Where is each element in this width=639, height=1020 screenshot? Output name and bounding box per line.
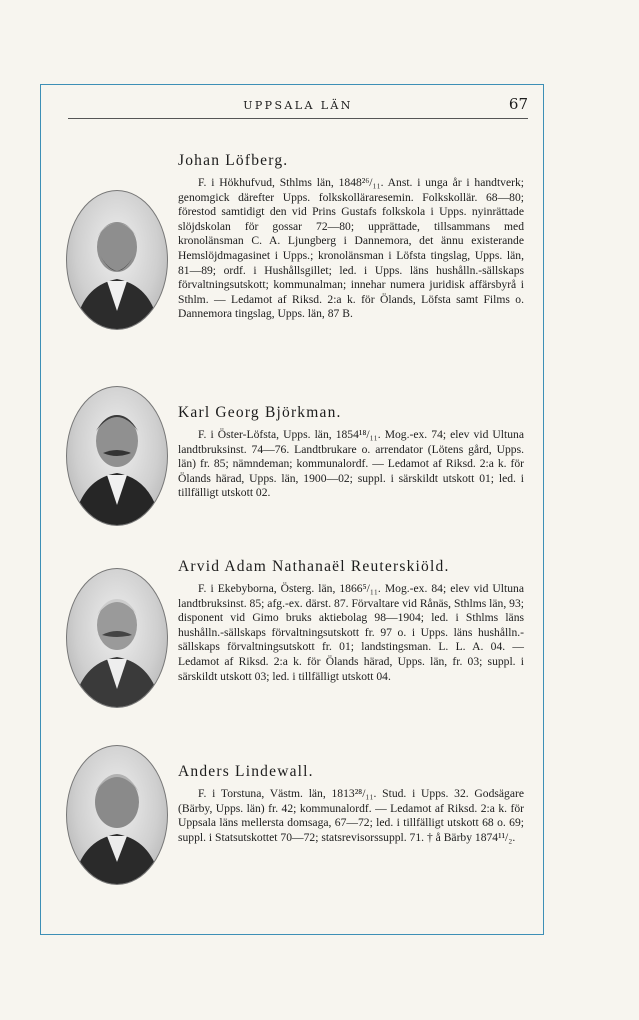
portrait-photo [66,386,168,526]
portrait-figure-icon [67,746,167,884]
entry-biography: F. i Öster-Löfsta, Upps. län, 1854¹⁸/₁₁. Mog.-ex. 74; elev vid Ultuna landtbruksinst. 74—76. Landtbrukare o. arrendator (Lötens gård, Upps. län) fr. 85; nämndeman; kommunalordf. — Ledamot af Riksd. 2:a k. för Ölands härad, Upps. län, 1900—02; suppl. i särskildt utskott 01; led. i tillfälligt utskott 02. [178,428,524,500]
entry-name: Arvid Adam Nathanaël Reuterskiöld. [178,558,450,575]
page-number: 67 [508,95,528,113]
entry-name: Anders Lindewall. [178,763,314,780]
portrait-photo [66,568,168,708]
running-head-title: UPPSALA LÄN [243,99,353,112]
portrait-photo [66,190,168,330]
entry-biography: F. i Hökhufvud, Sthlms län, 1848²⁶/₁₁. Anst. i unga år i handtverk; genomgick därefter Upps. folkskolläraresemin. Folkskollär. 68—80; förestod samtidigt den vid Prins Gustafs folkskola i Upps. nyinrättade slöjdskolan för gossar 72—80; upprättade, tillsammans med kronolänsman C. A. Ljungberg i Dannemora, det ännu existerande Hemslöjdmagasinet i Upps.; kronolänsman i Löfsta tingslag, Upps. län, 81—89; ordf. i Hushållsgillet; led. i Upps. läns hushålln.-sällskaps förvaltningsutskott; kommunalman; innehar numera juridisk affärsbyrå i Sthlm. — Ledamot af Riksd. 2:a k. för Ölands, Löfsta samt Films o. Dannemora tingslag, Upps. län, 87 B. [178,176,524,321]
portrait-figure-icon [67,569,167,707]
portrait-photo [66,745,168,885]
entry-biography: F. i Ekebyborna, Österg. län, 1866⁵/₁₁. Mog.-ex. 84; elev vid Ultuna landtbruksinst. 85; afg.-ex. därst. 87. Förvaltare vid Rånäs, Sthlms län, 93; disponent vid Gimo bruks aktiebolag 98—1904; led. i Sthlms läns hushålln.-sällskaps förvaltningsutskott fr. 97 o. i Upps. läns hushålln.-sällskaps förvaltningsutskott fr. 01; landstingsman. L. L. A. 04. — Ledamot af Riksd. 2:a k. för Ölands härad, Upps. län, fr. 03; suppl. i särskildt utskott 03; led. i tillfälligt utskott 04. [178,582,524,683]
portrait-figure-icon [67,191,167,329]
entry-name: Johan Löfberg. [178,152,289,169]
portrait-figure-icon [67,387,167,525]
entry-biography: F. i Torstuna, Västm. län, 1813²⁸/₁₁. Stud. i Upps. 32. Godsägare (Bärby, Upps. län) fr. 42; kommunalordf. — Ledamot af Riksd. 2:a k. för Uppsala läns mellersta domsaga, 67—72; led. i tillfälligt utskott 68 o. 69; suppl. i Statsutskottet 70—72; statsrevisorssuppl. 71. † å Bärby 1874¹¹/₂. [178,787,524,844]
running-head [68,96,528,119]
entry-name: Karl Georg Björkman. [178,404,342,421]
